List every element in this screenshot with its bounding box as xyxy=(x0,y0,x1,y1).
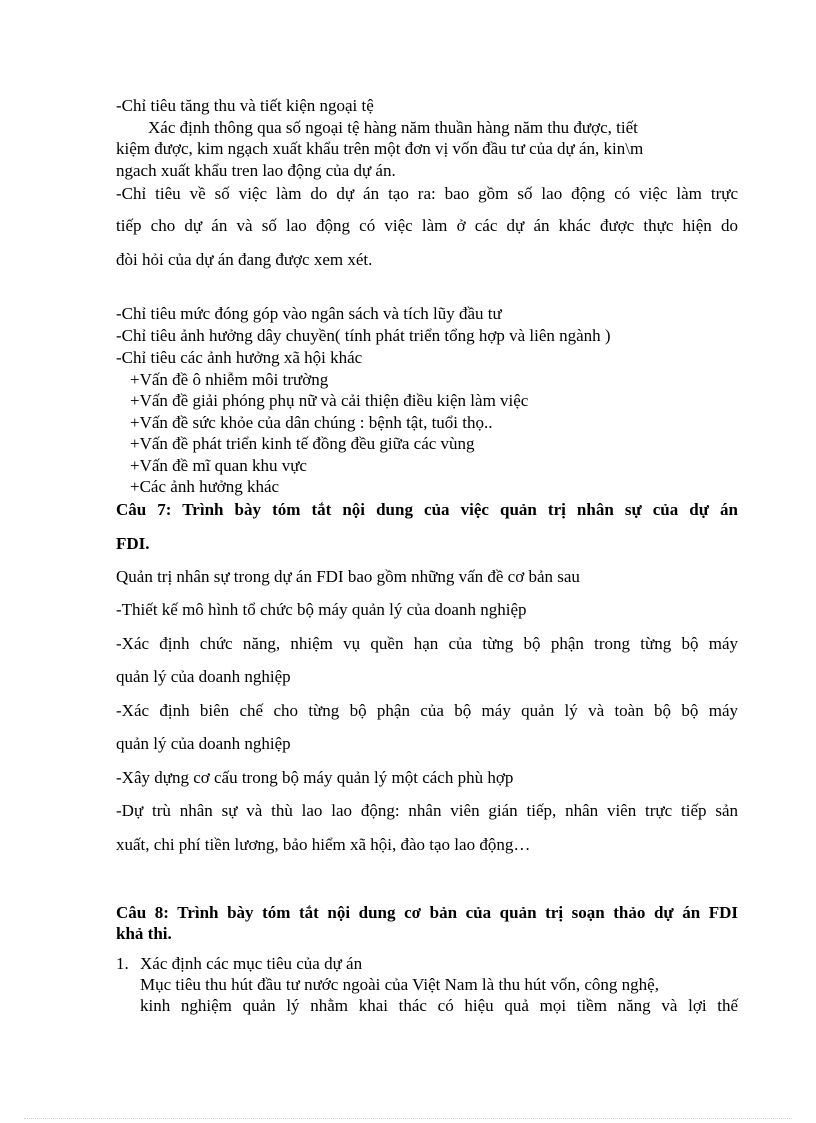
bullet-item: +Vấn đề giải phóng phụ nữ và cải thiện điều kiện làm việc xyxy=(130,391,529,410)
text-line: ngach xuất khẩu tren lao động của dự án. xyxy=(116,161,396,180)
bullet-item: +Các ảnh hưởng khác xyxy=(130,477,280,496)
text-line: -Dự trù nhân sự và thù lao lao động: nhân viên gián tiếp, nhân viên trực tiếp sản xyxy=(116,801,738,820)
bullet-item: +Vấn đề phát triển kinh tế đồng đều giữa các vùng xyxy=(130,434,475,453)
text-line: -Chỉ tiêu về số việc làm do dự án tạo ra: bao gồm số lao động có việc làm trực xyxy=(116,184,738,203)
list-item: Xác định các mục tiêu của dự án xyxy=(140,954,363,973)
text-line: Quản trị nhân sự trong dự án FDI bao gồm những vấn đề cơ bản sau xyxy=(116,567,580,586)
text-line: kinh nghiệm quản lý nhằm khai thác có hiệu quả mọi tiềm năng và lợi thế xyxy=(140,996,738,1015)
text-line: -Chỉ tiêu các ảnh hưởng xã hội khác xyxy=(116,348,363,367)
text-line: -Xác định biên chế cho từng bộ phận của bộ máy quản lý và toàn bộ bộ máy xyxy=(116,701,738,720)
question-heading: Câu 8: Trình bày tóm tắt nội dung cơ bản của quản trị soạn thảo dự án FDI xyxy=(116,903,738,922)
text-line: -Xây dựng cơ cấu trong bộ máy quản lý một cách phù hợp xyxy=(116,768,514,787)
question-heading: Câu 7: Trình bày tóm tắt nội dung của việc quản trị nhân sự của dự án xyxy=(116,500,738,519)
text-line: -Chỉ tiêu mức đóng góp vào ngân sách và tích lũy đầu tư xyxy=(116,304,502,323)
text-line: -Chỉ tiêu tăng thu và tiết kiện ngoại tệ xyxy=(116,96,374,115)
text-line: xuất, chi phí tiền lương, bảo hiểm xã hội, đào tạo lao động… xyxy=(116,835,531,854)
text-line: quản lý của doanh nghiệp xyxy=(116,667,291,686)
bullet-item: +Vấn đề sức khỏe của dân chúng : bệnh tật, tuổi thọ.. xyxy=(130,413,493,432)
text-line: -Xác định chức năng, nhiệm vụ quền hạn của từng bộ phận trong từng bộ máy xyxy=(116,634,738,653)
list-number: 1. xyxy=(116,954,129,973)
bullet-item: +Vấn đề mĩ quan khu vực xyxy=(130,456,307,475)
text-line: đòi hỏi của dự án đang được xem xét. xyxy=(116,250,373,269)
text-line: tiếp cho dự án và số lao động có việc làm ở các dự án khác được thực hiện do xyxy=(116,216,738,235)
text-line: -Thiết kế mô hình tổ chức bộ máy quản lý của doanh nghiệp xyxy=(116,600,527,619)
text-line: kiệm được, kim ngạch xuất khẩu trên một đơn vị vốn đầu tư của dự án, kin\m xyxy=(116,139,644,158)
question-heading: FDI. xyxy=(116,534,150,553)
bullet-item: +Vấn đề ô nhiễm môi trường xyxy=(130,370,329,389)
text-line: Xác định thông qua số ngoại tệ hàng năm thuần hàng năm thu được, tiết xyxy=(148,118,638,137)
text-line: Mục tiêu thu hút đầu tư nước ngoài của Việt Nam là thu hút vốn, công nghệ, xyxy=(140,975,659,994)
text-line: -Chỉ tiêu ảnh hưởng dây chuyền( tính phát triển tổng hợp và liên ngành ) xyxy=(116,326,611,345)
question-heading: khả thi. xyxy=(116,924,172,943)
page-footer-line xyxy=(24,1118,792,1119)
text-line: quản lý của doanh nghiệp xyxy=(116,734,291,753)
